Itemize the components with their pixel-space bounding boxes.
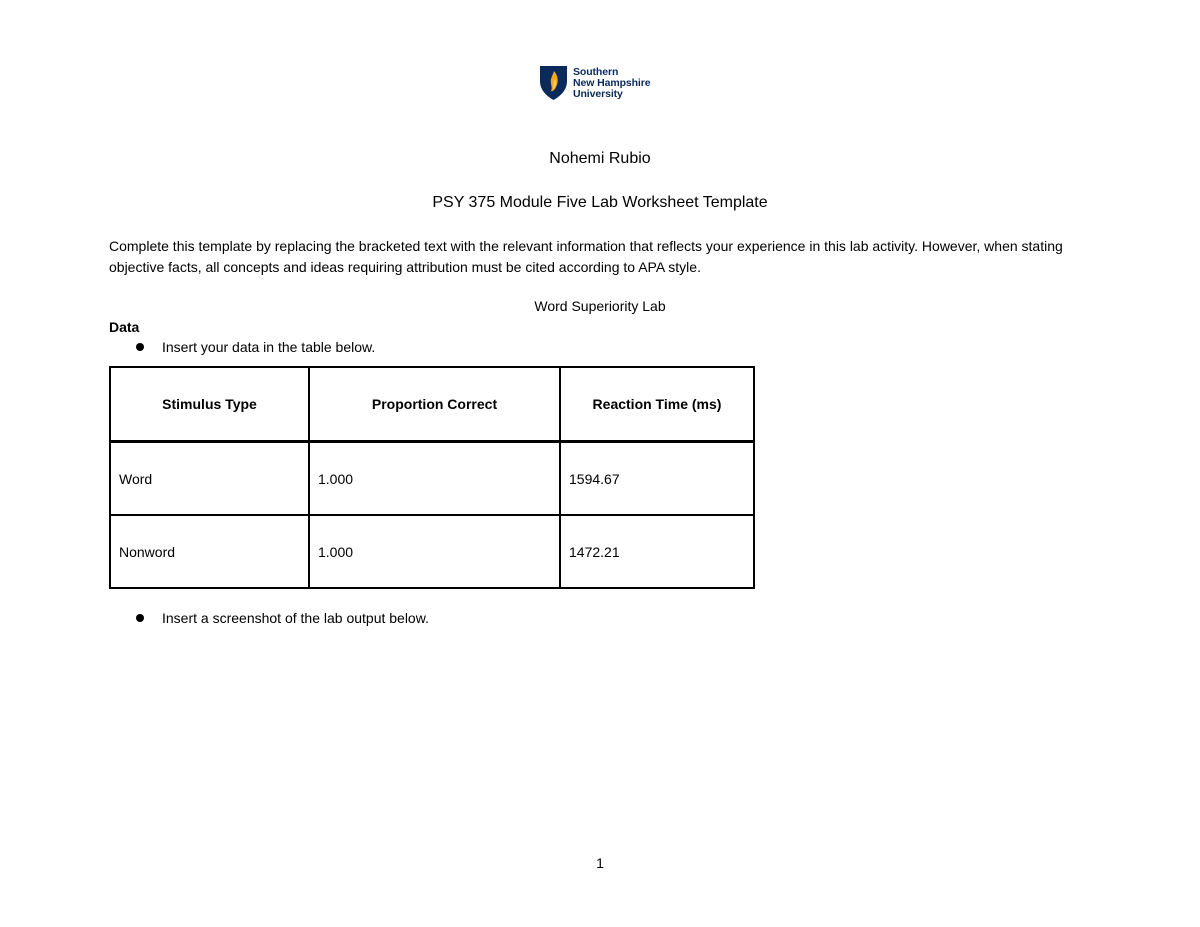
page-number: 1	[596, 855, 604, 871]
cell-stimulus-type[interactable]: Nonword	[110, 515, 309, 588]
cell-proportion-correct[interactable]: 1.000	[309, 515, 560, 588]
header-proportion-correct: Proportion Correct	[309, 367, 560, 442]
instructions-paragraph: Complete this template by replacing the bracketed text with the relevant information that reflects your experience in this lab activity. However, when stating objective facts, all concepts and ideas requiring attribution must be cited according to APA style.	[109, 238, 1063, 275]
bullet-icon	[136, 614, 144, 622]
logo-wordmark	[573, 67, 650, 100]
shield-flame-icon	[539, 65, 568, 101]
bullet-icon	[136, 343, 144, 351]
header-reaction-time: Reaction Time (ms)	[560, 367, 754, 442]
bullet-insert-screenshot	[136, 610, 429, 626]
cell-reaction-time[interactable]: 1594.67	[560, 442, 754, 516]
logo-line-3: University	[573, 87, 623, 100]
logo-line-2: New Hampshire	[573, 76, 651, 89]
cell-proportion-correct[interactable]: 1.000	[309, 442, 560, 516]
bullet-insert-data	[136, 339, 375, 355]
bullet-text: Insert your data in the table below.	[162, 339, 376, 355]
snhu-logo	[539, 64, 650, 102]
table-row	[110, 442, 754, 516]
lab-title: Word Superiority Lab	[534, 298, 666, 314]
bullet-text: Insert a screenshot of the lab output below.	[162, 610, 429, 626]
data-table	[109, 366, 755, 589]
data-section-heading: Data	[109, 319, 140, 335]
table-header-row	[110, 367, 754, 442]
cell-stimulus-type[interactable]: Word	[110, 442, 309, 516]
logo-line-1: Southern	[573, 65, 619, 78]
cell-reaction-time[interactable]: 1472.21	[560, 515, 754, 588]
header-stimulus-type: Stimulus Type	[110, 367, 309, 442]
student-name: Nohemi Rubio	[549, 150, 651, 167]
table-row	[110, 515, 754, 588]
document-title: PSY 375 Module Five Lab Worksheet Template	[432, 194, 768, 211]
